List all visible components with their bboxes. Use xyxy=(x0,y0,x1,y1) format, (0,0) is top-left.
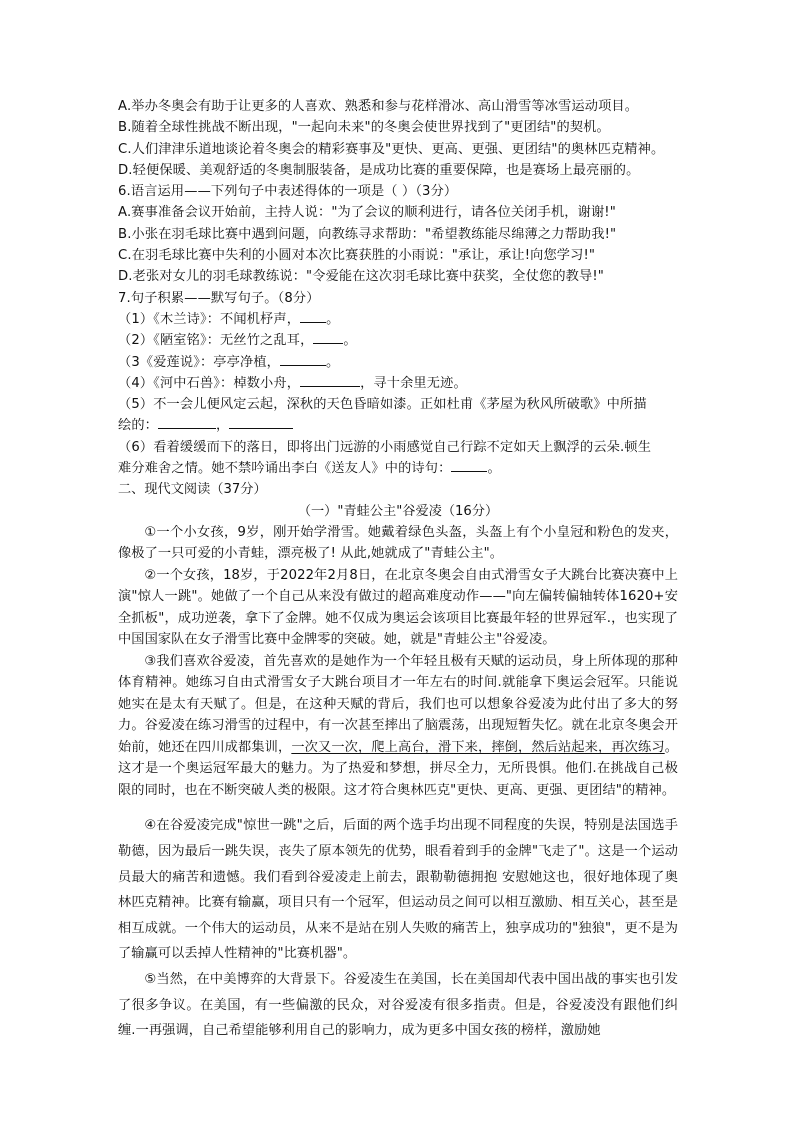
paragraph-4: ④在谷爱凌完成"惊世一跳"之后，后面的两个选手均出现不同程度的失误，特别是法国选手勒德，因为最后一跳失误，丧失了原本领先的优势，眼看着到手的金牌"飞走了"。这是一个运动员最大的痛苦和遗憾。我们看到谷爱凌走上前去，跟勒勒德拥抱 安慰她这也，很好地体现了奥林匹克精神。比赛有输赢，项目只有一个冠军，但运动员之间可以相互激励、相互关心，甚至是相互成就。一个伟大的运动员，从来不是站在别人失败的痛苦上，独享成功的"独狼"，更不是为了输赢可以丢掉人性精神的"比赛机器"。 xyxy=(118,818,678,962)
q6-option-b: B.小张在羽毛球比赛中遇到问题，向教练寻求帮助："希望教练能尽绵薄之力帮助我!" xyxy=(118,226,617,242)
q7-item-5-line2: 绘的： ， xyxy=(118,415,678,436)
q7-item-1: （1）《木兰诗》：不闻机杼声， 。 xyxy=(118,311,340,327)
q6-option-d: D.老张对女儿的羽毛球教练说："令爱能在这次羽毛球比赛中获奖，全仗您的教导!" xyxy=(118,269,604,285)
q6-stem: 6.语言运用——下列句子中表述得体的一项是（ ）（3分） xyxy=(118,184,458,200)
paragraph-1: ①一个小女孩，9岁，刚开始学滑雪。她戴着绿色头盔，头盔上有个小皇冠和粉色的发夹，像极了一只可爱的小青蛙，漂亮极了! 从此,她就成了"青蛙公主"。 xyxy=(118,524,678,562)
paragraph-5: ⑤当然，在中美博弈的大背景下。谷爱凌生在美国，长在美国却代表中国出战的事实也引发了很多争议。在美国，有一些偏激的民众，对谷爱凌有很多指责。但是，谷爱凌没有跟他们纠缠.一再强调，自己希望能够利用自己的影响力，成为更多中国女孩的榜样，激励她 xyxy=(118,972,678,1039)
q7-item-4: （4）《河中石兽》：棹数小舟， ，寻十余里无迹。 xyxy=(118,375,467,391)
answer-blank[interactable] xyxy=(300,310,326,323)
answer-blank[interactable] xyxy=(280,353,326,366)
answer-blank[interactable] xyxy=(451,459,487,472)
q7-item-3: （3《爱莲说》：亭亭净植， 。 xyxy=(118,354,340,370)
q7-stem: 7.句子积累——默写句子。（8分） xyxy=(118,290,320,306)
exam-page xyxy=(118,96,678,1044)
q5-option-d: D.轻便保暖、美观舒适的冬奥制服装备，是成功比赛的重要保障，也是赛场上最亮丽的。 xyxy=(118,162,640,178)
q7-item-2: （2）《陋室铭》：无丝竹之乱耳， 。 xyxy=(118,333,357,349)
reading-subtitle: （一）"青蛙公主"谷爱凌（16分） xyxy=(297,503,499,519)
q5-option-c: C.人们津津乐道地谈论着冬奥会的精彩赛事及"更快、更高、更强、更团结"的奥林匹克精神。 xyxy=(118,141,665,157)
q5-option-a: A.举办冬奥会有助于让更多的人喜欢、熟悉和参与花样滑冰、高山滑雪等冰雪运动项目。 xyxy=(118,99,639,114)
answer-blank[interactable] xyxy=(158,416,216,429)
section-title: 二、现代文阅读（37分） xyxy=(118,482,267,498)
answer-blank[interactable] xyxy=(229,416,293,429)
q6-option-a: A.赛事准备会议开始前，主持人说："为了会议的顺利进行，请各位关闭手机，谢谢!" xyxy=(118,205,616,221)
q6-option-c: C.在羽毛球比赛中失利的小圆对本次比赛获胜的小雨说："承让，承让!向您学习!" xyxy=(118,248,596,264)
paragraph-3: ③我们喜欢谷爱凌，首先喜欢的是她作为一个年轻且极有天赋的运动员，身上所体现的那种体育精神。她练习自由式滑雪女子大跳台项目才一年左右的时间.就能拿下奥运会冠军。只能说她实在是太有天赋了。但是，在这种天赋的背后，我们也可以想象谷爱凌为此付出了多大的努力。谷爱凌在练习滑雪的过程中，有一次甚至摔出了脑震荡，出现短暂失忆。就在北京冬奥会开始前，她还在四川成都集训，一次又一次，爬上高台，滑下来，摔倒，然后站起来，再次练习。这才是一个奥运冠军最大的魅力。为了热爱和梦想，拼尽全力，无所畏惧。他们.在挑战自己极限的同时，也在不断突破人类的极限。这才符合奥林匹克"更快、更高、更强、更团结"的精神。 xyxy=(118,653,678,798)
q7-item-5-line1: （5）不一会儿便风定云起，深秋的天色昏暗如漆。正如杜甫《茅屋为秋风所破歌》中所描 xyxy=(118,397,647,413)
answer-blank[interactable] xyxy=(313,331,343,344)
answer-blank[interactable] xyxy=(300,374,360,387)
underlined-sentence: 一次又一次，爬上高台，滑下来，摔倒，然后站起来，再次练习 xyxy=(291,739,665,755)
q7-item-6-line1: （6）看着缓缓而下的落日，即将出门远游的小雨感觉自己行踪不定如天上飘浮的云朵.顿生 xyxy=(118,439,652,455)
paragraph-2: ②一个女孩，18岁，于2022年2月8日，在北京冬奥会自由式滑雪女子大跳台比赛决赛中上演"惊人一跳"。她做了一个自己从来没有做过的超高难度动作——"向左偏转偏轴转体1620+安全抓板"，成功逆袭，拿下了金牌。她不仅成为奥运会该项目比赛最年轻的世界冠军.，也实现了中国国家队在女子滑雪比赛中金牌零的突破。她，就是"青蛙公主"谷爱凌。 xyxy=(118,567,678,648)
q7-item-6-line2: 难分难舍之情。她不禁吟诵出李白《送友人》中的诗句： 。 xyxy=(118,461,501,477)
q5-option-b: B.随着全球性挑战不断出现，"一起向未来"的冬奥会使世界找到了"更团结"的契机。 xyxy=(118,120,610,136)
